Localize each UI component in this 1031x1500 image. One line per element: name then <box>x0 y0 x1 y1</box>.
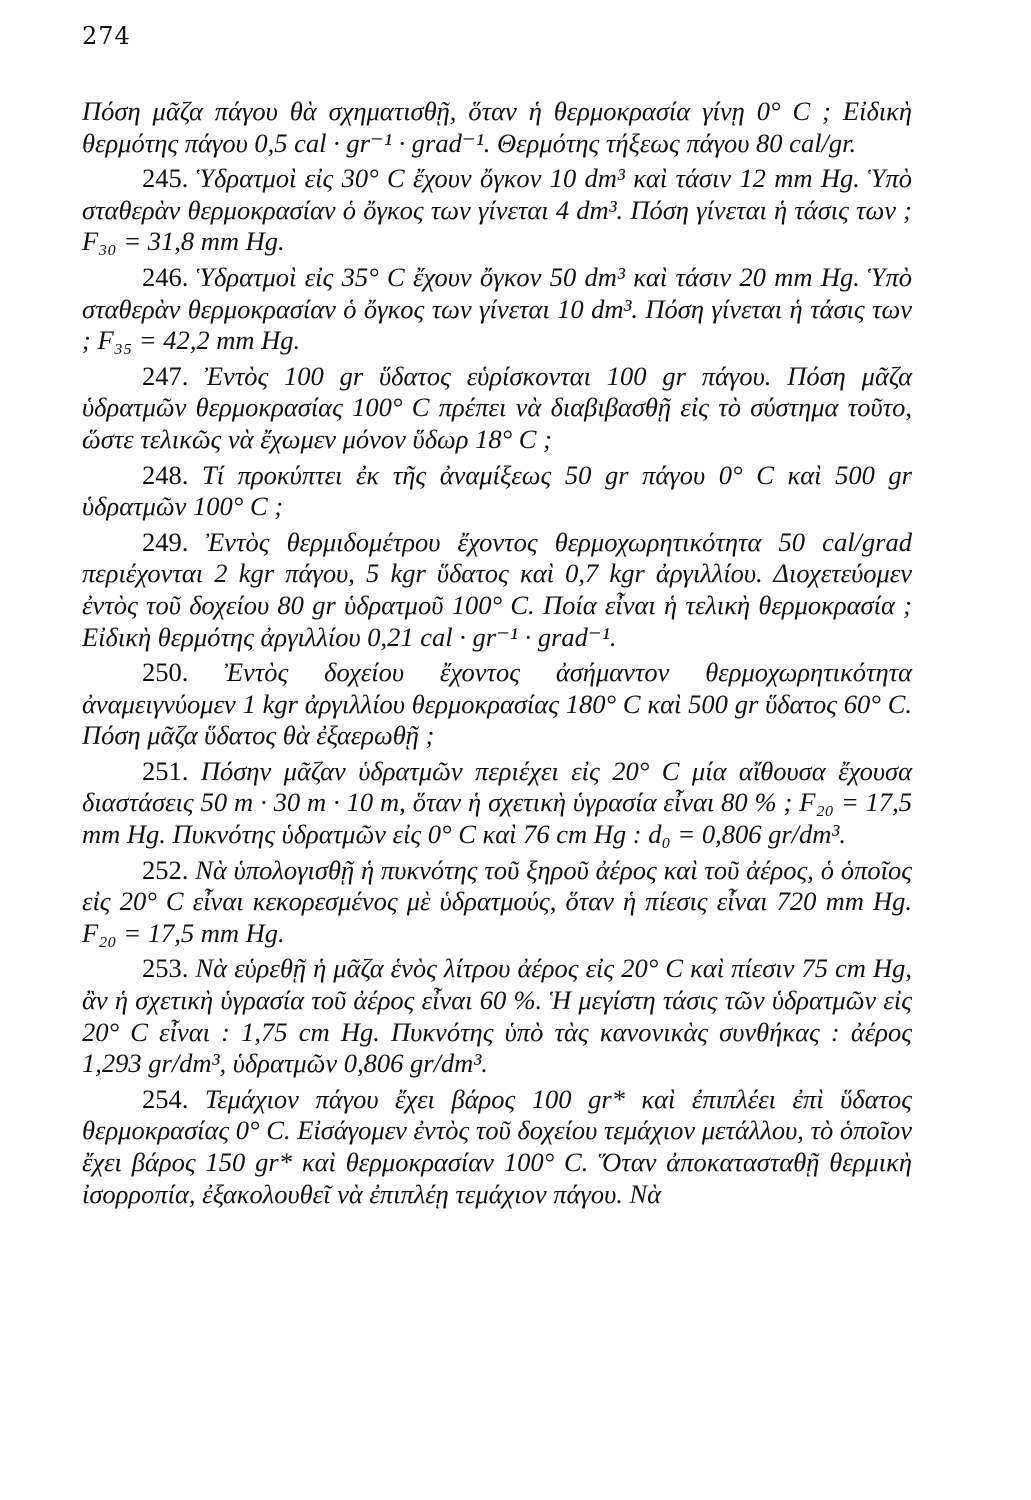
problem-text: Πόσην μᾶζαν ὑδρατμῶν περιέχει εἰς 20° C μία αἴθουσα ἔχουσα διαστάσεις 50 m · 30 m · 10 m, ὅταν ἡ σχετικὴ ὑγρασία εἶναι 80 % ; F₂₀ = 17,5 mm Hg. Πυκνότης ὑδρατμῶν εἰς 0° C καὶ 76 cm Hg : d₀ = 0,806 gr/dm³. <box>82 755 913 850</box>
problem-text: Νὰ ὑπολογισθῇ ἡ πυκνότης τοῦ ξηροῦ ἀέρος καὶ τοῦ ἀέρος, ὁ ὁποῖος εἰς 20° C εἶναι κεκορεσμένος μὲ ὑδρατμούς, ὅταν ἡ πίεσις εἶναι 720 mm Hg. F₂₀ = 17,5 mm Hg. <box>82 854 912 948</box>
problem-247 <box>82 361 912 456</box>
problem-number: 247. <box>142 360 189 391</box>
problem-245 <box>82 163 912 258</box>
problem-number: 253. <box>142 953 189 984</box>
problem-text: Ὑδρατμοὶ εἰς 30° C ἔχουν ὄγκον 10 dm³ καὶ τάσιν 12 mm Hg. Ὑπὸ σταθερὰν θερμοκρασίαν ὁ ὄγκος των γίνεται 4 dm³. Πόση γίνεται ἡ τάσις των ; F₃₀ = 31,8 mm Hg. <box>82 163 913 257</box>
intro-paragraph <box>82 96 912 159</box>
problem-text: Τί προκύπτει ἐκ τῆς ἀναμίξεως 50 gr πάγου 0° C καὶ 500 gr ὑδρατμῶν 100° C ; <box>82 459 912 522</box>
problem-text: Νὰ εὑρεθῇ ἡ μᾶζα ἑνὸς λίτρου ἀέρος εἰς 20° C καὶ πίεσιν 75 cm Hg, ἂν ἡ σχετικὴ ὑγρασία τοῦ ἀέρος εἶναι 60 %. Ἡ μεγίστη τάσις τῶν ὑδρατμῶν εἰς 20° C εἶναι : 1,75 cm Hg. Πυκνότης ὑπὸ τὰς κανονικὰς συνθήκας : ἀέρος 1,293 gr/dm³, ὑδρατμῶν 0,806 gr/dm³. <box>82 953 912 1079</box>
problem-254 <box>82 1084 912 1210</box>
problem-number: 254. <box>142 1083 189 1114</box>
problem-number: 246. <box>142 261 189 292</box>
page-number: 274 <box>82 22 131 50</box>
problem-number: 251. <box>142 755 189 786</box>
problem-number: 245. <box>142 163 189 194</box>
problem-250 <box>82 657 912 752</box>
problem-text: Ἐντὸς 100 gr ὕδατος εὑρίσκονται 100 gr πάγου. Πόση μᾶζα ὑδρατμῶν θερμοκρασίας 100° C πρέπει νὰ διαβιβασθῇ εἰς τὸ σύστημα τοῦτο, ὥστε τελικῶς νὰ ἔχωμεν μόνον ὕδωρ 18° C ; <box>82 360 912 454</box>
problem-text-body <box>82 96 912 1214</box>
problem-number: 252. <box>142 854 189 885</box>
problem-number: 250. <box>142 657 189 688</box>
problem-text: Ὑδρατμοὶ εἰς 35° C ἔχουν ὄγκον 50 dm³ καὶ τάσιν 20 mm Hg. Ὑπὸ σταθερὰν θερμοκρασίαν ὁ ὄγκος των γίνεται 10 dm³. Πόση γίνεται ἡ τάσις των ; F₃₅ = 42,2 mm Hg. <box>82 261 913 356</box>
problem-251 <box>82 756 912 851</box>
problem-number: 249. <box>142 526 189 557</box>
problem-252 <box>82 855 912 950</box>
problem-253 <box>82 953 912 1079</box>
problem-text: Ἐντὸς θερμιδομέτρου ἔχοντος θερμοχωρητικότητα 50 cal/grad περιέχονται 2 kgr πάγου, 5 kgr ὕδατος καὶ 0,7 kgr ἀργιλλίου. Διοχετεύομεν ἐντὸς τοῦ δοχείου 80 gr ὑδρατμοῦ 100° C. Ποία εἶναι ἡ τελικὴ θερμοκρασία ; Εἰδικὴ θερμότης ἀργιλλίου 0,21 cal · gr⁻¹ · grad⁻¹. <box>82 526 912 652</box>
problem-number: 248. <box>142 459 189 490</box>
problem-text: Τεμάχιον πάγου ἔχει βάρος 100 gr* καὶ ἐπιπλέει ἐπὶ ὕδατος θερμοκρασίας 0° C. Εἰσάγομεν ἐντὸς τοῦ δοχείου τεμάχιον μετάλλου, τὸ ὁποῖον ἔχει βάρος 150 gr* καὶ θερμοκρασίαν 100° C. Ὅταν ἀποκατασταθῇ θερμικὴ ἰσορροπία, ἐξακολουθεῖ νὰ ἐπιπλέῃ τεμάχιον πάγου. Νὰ <box>82 1083 913 1209</box>
problem-249 <box>82 527 912 653</box>
problem-246 <box>82 262 912 357</box>
problem-text: Ἐντὸς δοχείου ἔχοντος ἀσήμαντον θερμοχωρητικότητα ἀναμειγνύομεν 1 kgr ἀργιλλίου θερμοκρασίας 180° C καὶ 500 gr ὕδατος 60° C. Πόση μᾶζα ὕδατος θὰ ἐξαερωθῇ ; <box>82 657 912 751</box>
paragraph-text: Πόση μᾶζα πάγου θὰ σχηματισθῇ, ὅταν ἡ θερμοκρασία γίνῃ 0° C ; Εἰδικὴ θερμότης πάγου 0,5 cal · gr⁻¹ · grad⁻¹. Θερμότης τήξεως πάγου 80 cal/gr. <box>82 96 912 158</box>
problem-248 <box>82 460 912 523</box>
